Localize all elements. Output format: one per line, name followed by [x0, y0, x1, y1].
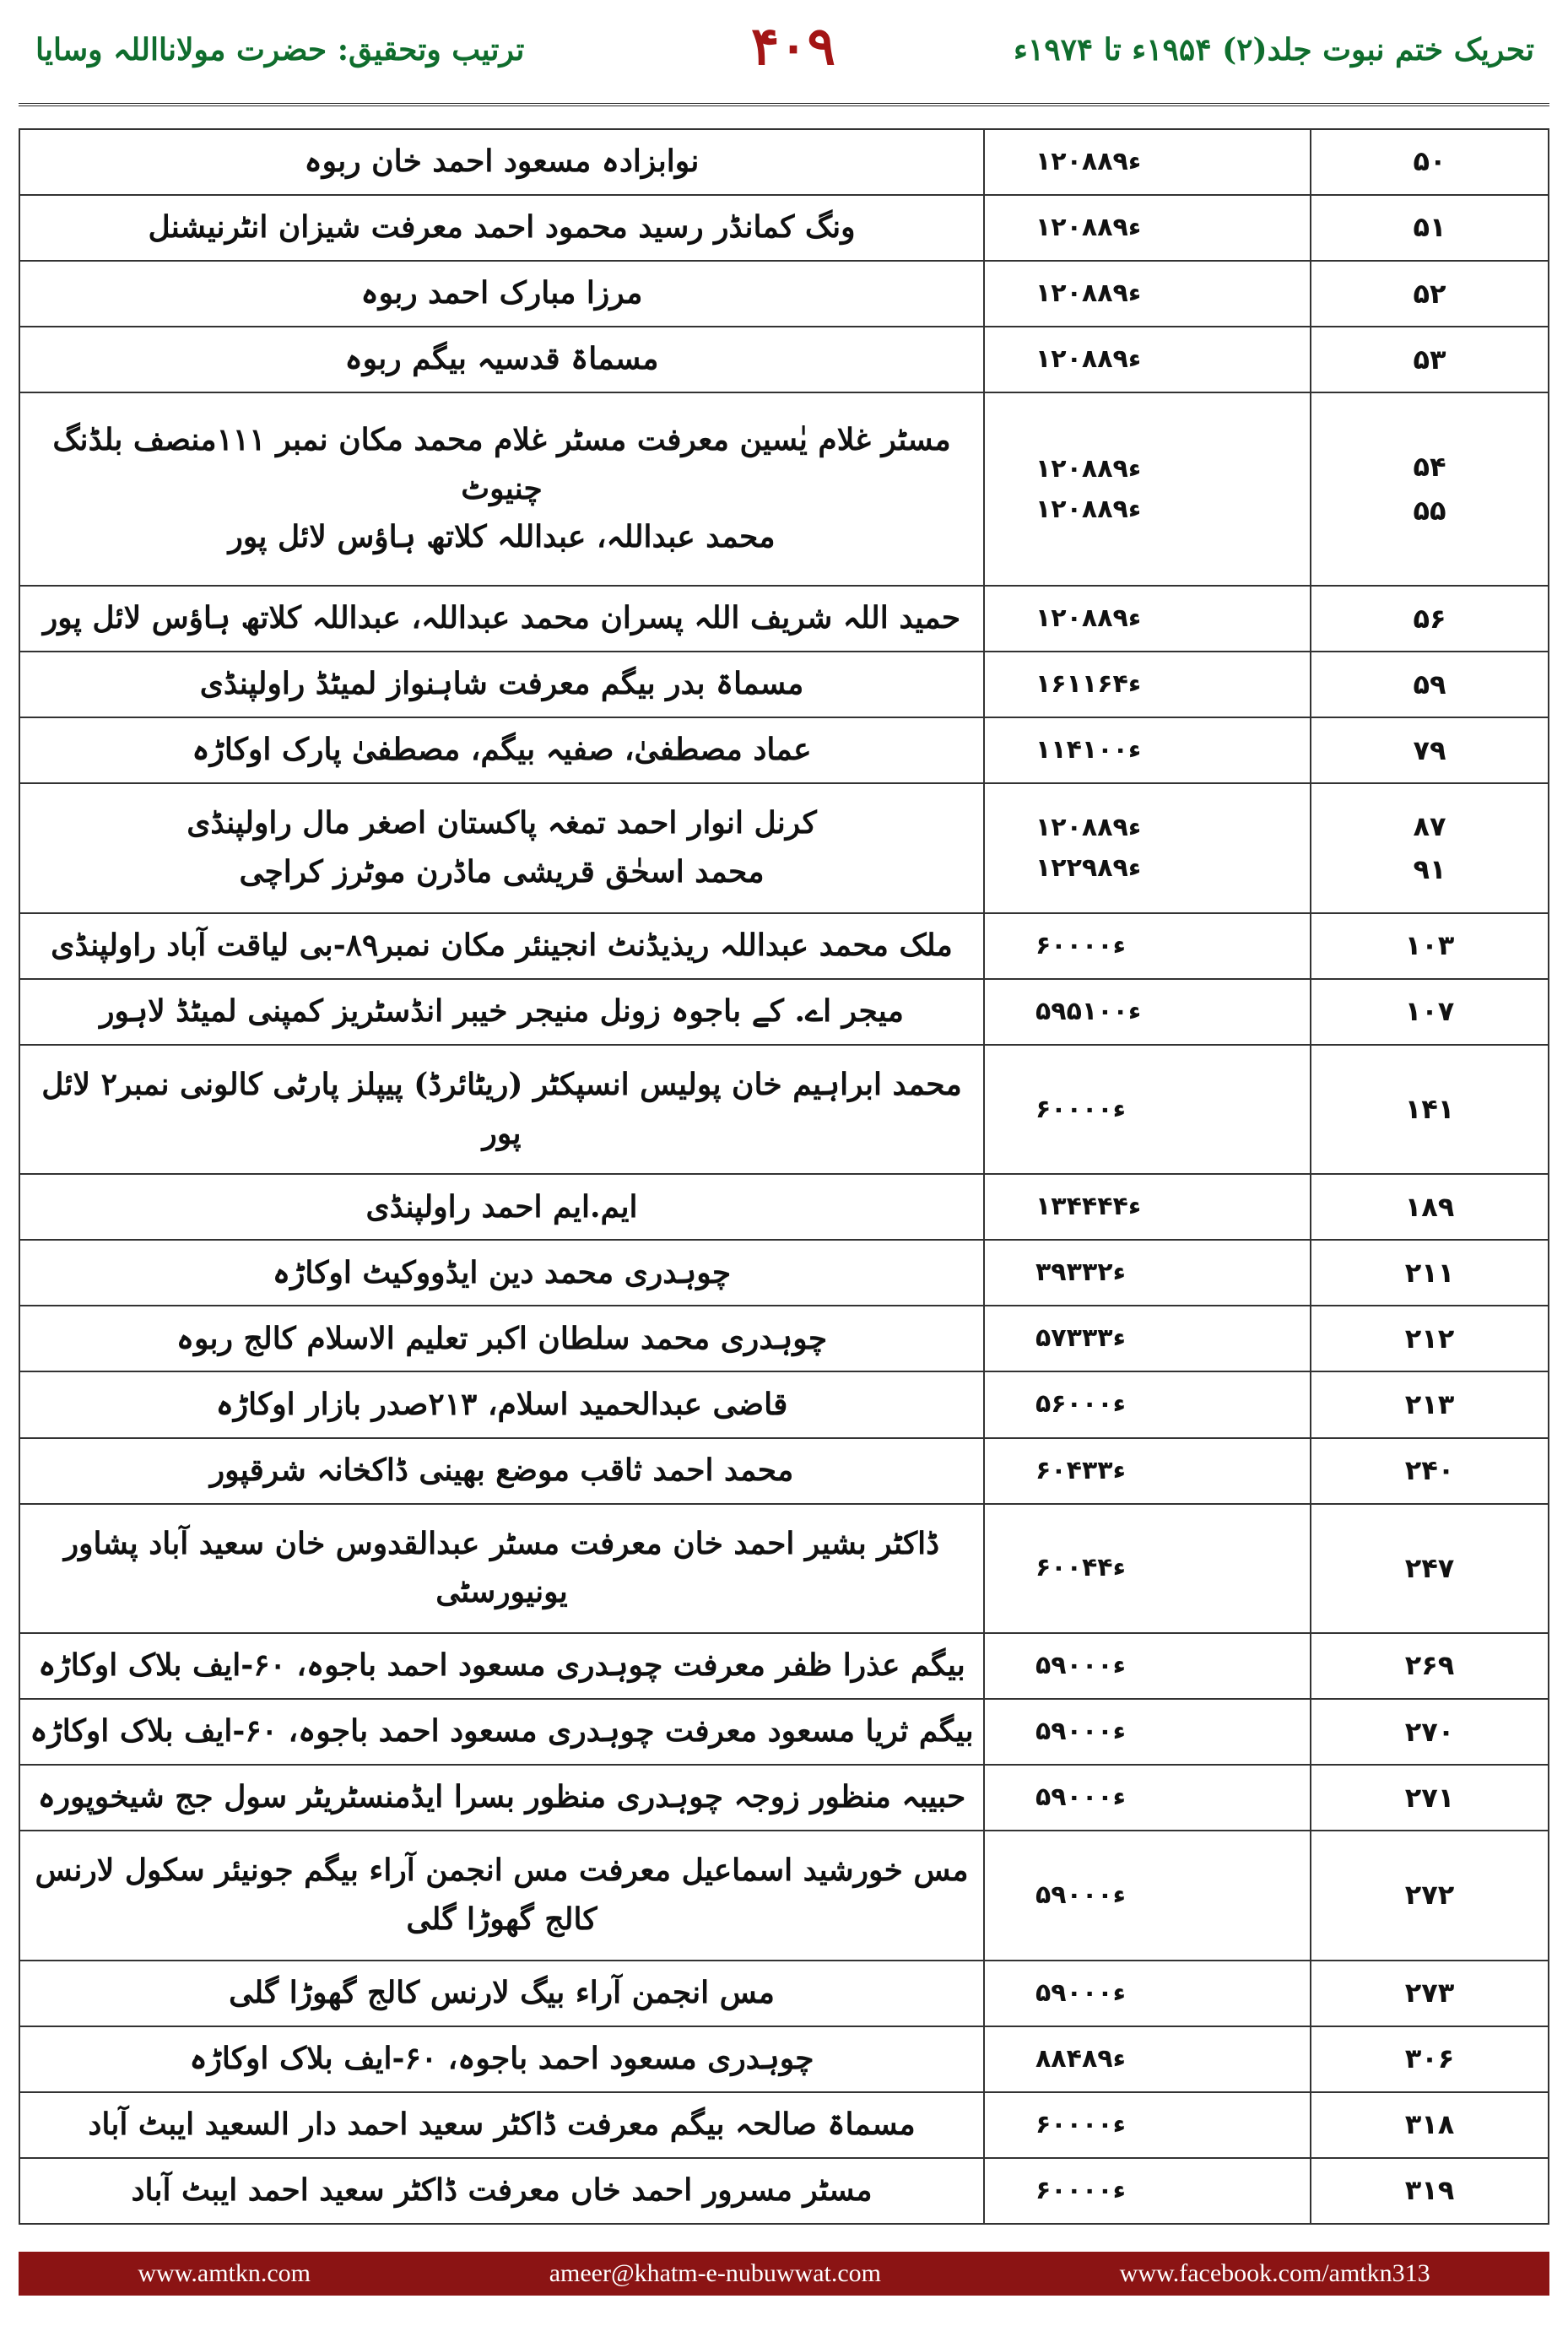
- year-value: ۰۰ء: [1081, 1717, 1126, 1747]
- serial-cell: [1311, 392, 1549, 586]
- book-title: تحریک ختم نبوت جلد(۲) ۱۹۵۴ء تا ۱۹۷۴ء: [1013, 32, 1534, 68]
- table-row: [19, 979, 1549, 1045]
- amount-value: ۱۲۰۸: [1035, 213, 1098, 243]
- name-text: قاضی عبدالحمید اسلام، ۲۱۳صدر بازار اوکاڑہ: [215, 1386, 788, 1422]
- year-value: ۴۴ء: [1081, 1553, 1126, 1583]
- name-cell: [19, 261, 984, 327]
- name-text: کرنل انوار احمد تمغہ پاکستان اصغر مال راولپنڈی: [187, 805, 817, 841]
- year-value: ۰۰ء: [1081, 2109, 1126, 2139]
- serial-cell: [1311, 783, 1549, 912]
- serial-number: ۵۵: [1413, 494, 1446, 527]
- serial-number: ۵۱: [1413, 211, 1446, 244]
- values-cell: [984, 1174, 1311, 1240]
- table-row: [19, 392, 1549, 586]
- table-row: [19, 1371, 1549, 1437]
- name-text: محمد عبداللہ، عبداللہ کلاتھ ہاؤس لائل پور: [228, 519, 776, 555]
- serial-cell: [1311, 717, 1549, 783]
- page-footer: [19, 2252, 1549, 2296]
- table-row: [19, 1504, 1549, 1633]
- serial-number: ۵۰: [1413, 145, 1446, 178]
- serial-cell: [1311, 1240, 1549, 1306]
- serial-cell: [1311, 2158, 1549, 2224]
- name-cell: [19, 1633, 984, 1699]
- serial-cell: [1311, 2026, 1549, 2092]
- serial-number: ۱۴۱: [1404, 1092, 1455, 1125]
- values-cell: [984, 1633, 1311, 1699]
- values-cell: [984, 327, 1311, 392]
- amount-value: ۵۹۵۱: [1035, 996, 1098, 1026]
- year-value: ۰۰ء: [1081, 1389, 1126, 1420]
- name-cell: [19, 392, 984, 586]
- name-cell: [19, 327, 984, 392]
- page-number: ۴۰۹: [751, 15, 835, 77]
- serial-cell: [1311, 1174, 1549, 1240]
- year-value: ۸۹ء: [1097, 453, 1142, 484]
- values-cell: [984, 1306, 1311, 1371]
- table-row: [19, 717, 1549, 783]
- year-value: ۰۰ء: [1081, 1977, 1126, 2008]
- year-value: ۰۰ء: [1081, 1880, 1126, 1910]
- year-value: ۰۰ء: [1097, 735, 1142, 765]
- table-row: [19, 1438, 1549, 1504]
- name-cell: [19, 1699, 984, 1765]
- email-link[interactable]: ameer@khatm-e-nubuwwat.com: [549, 2259, 881, 2287]
- amount-value: ۳۹۳: [1035, 1258, 1082, 1288]
- serial-cell: [1311, 1765, 1549, 1831]
- amount-value: ۱۶۱۱: [1035, 669, 1098, 700]
- table-row: [19, 1306, 1549, 1371]
- year-value: ۳۳ء: [1081, 1455, 1126, 1485]
- serial-cell: [1311, 129, 1549, 195]
- year-value: ۳۲ء: [1081, 1258, 1126, 1288]
- name-text: بیگم ثریا مسعود معرفت چوہدری مسعود احمد باجوہ، ۶۰-ایف بلاک اوکاڑہ: [30, 1713, 974, 1750]
- name-cell: [19, 2158, 984, 2224]
- year-value: ۰۰ء: [1081, 1782, 1126, 1813]
- serial-number: ۱۸۹: [1404, 1190, 1455, 1223]
- amount-value: ۶۰۰: [1035, 930, 1082, 960]
- name-cell: [19, 129, 984, 195]
- header-divider: [19, 103, 1549, 106]
- name-text: ڈاکٹر بشیر احمد خان معرفت مسٹر عبدالقدوس خان سعید آباد پشاور یونیورسٹی: [63, 1525, 940, 1610]
- name-cell: [19, 2092, 984, 2158]
- year-value: ۸۹ء: [1097, 852, 1142, 883]
- name-text: میجر اے. کے باجوہ زونل منیجر خیبر انڈسٹریز کمپنی لمیٹڈ لاہور: [100, 993, 904, 1029]
- serial-number: ۸۷: [1413, 809, 1446, 842]
- name-cell: [19, 1045, 984, 1174]
- values-cell: [984, 261, 1311, 327]
- table-row: [19, 1045, 1549, 1174]
- page-header: [0, 0, 1568, 105]
- serial-cell: [1311, 261, 1549, 327]
- table-row: [19, 195, 1549, 261]
- amount-value: ۵۹۰: [1035, 1717, 1082, 1747]
- serial-cell: [1311, 1961, 1549, 2026]
- year-value: ۰۰ء: [1097, 996, 1142, 1026]
- year-value: ۳۳ء: [1081, 1323, 1126, 1354]
- values-cell: [984, 652, 1311, 717]
- serial-number: ۲۱۲: [1404, 1322, 1455, 1355]
- table-row: [19, 2158, 1549, 2224]
- serial-cell: [1311, 1045, 1549, 1174]
- name-text: ایم.ایم احمد راولپنڈی: [365, 1188, 638, 1225]
- table-row: [19, 783, 1549, 912]
- values-cell: [984, 1699, 1311, 1765]
- amount-value: ۶۰۰: [1035, 2175, 1082, 2205]
- year-value: ۸۹ء: [1097, 603, 1142, 634]
- values-cell: [984, 1045, 1311, 1174]
- year-value: ۰۰ء: [1081, 1651, 1126, 1681]
- name-cell: [19, 1306, 984, 1371]
- name-cell: [19, 1961, 984, 2026]
- values-cell: [984, 2092, 1311, 2158]
- table-row: [19, 1831, 1549, 1960]
- serial-number: ۵۳: [1413, 343, 1446, 376]
- name-cell: [19, 913, 984, 979]
- values-cell: [984, 913, 1311, 979]
- amount-value: ۱۲۰۸: [1035, 344, 1098, 375]
- name-cell: [19, 1174, 984, 1240]
- serial-cell: [1311, 913, 1549, 979]
- values-cell: [984, 783, 1311, 912]
- name-text: نوابزادہ مسعود احمد خان ربوہ: [304, 143, 700, 180]
- year-value: ۸۹ء: [1097, 213, 1142, 243]
- serial-cell: [1311, 1699, 1549, 1765]
- serial-number: ۳۱۸: [1404, 2108, 1455, 2141]
- name-text: محمد احمد ثاقب موضع بھینی ڈاکخانہ شرقپور: [209, 1452, 794, 1488]
- serial-number: ۵۲: [1413, 277, 1446, 310]
- name-cell: [19, 1438, 984, 1504]
- year-value: ۸۹ء: [1081, 2043, 1126, 2074]
- amount-value: ۱۲۰۸: [1035, 603, 1098, 634]
- name-cell: [19, 652, 984, 717]
- serial-number: ۲۴۰: [1404, 1453, 1455, 1486]
- serial-number: ۵۴: [1413, 451, 1446, 484]
- serial-cell: [1311, 652, 1549, 717]
- values-cell: [984, 2026, 1311, 2092]
- name-text: چوہدری محمد دین ایڈووکیٹ اوکاڑہ: [272, 1254, 732, 1290]
- table-row: [19, 1765, 1549, 1831]
- serial-cell: [1311, 2092, 1549, 2158]
- name-cell: [19, 717, 984, 783]
- name-cell: [19, 783, 984, 912]
- year-value: ۰۰ء: [1081, 2175, 1126, 2205]
- serial-cell: [1311, 1371, 1549, 1437]
- name-text: مس انجمن آراء بیگ لارنس کالج گھوڑا گلی: [229, 1974, 775, 2010]
- name-text: مسماۃ قدسیہ بیگم ربوہ: [344, 341, 659, 377]
- serial-number: ۲۷۱: [1404, 1781, 1455, 1814]
- serial-cell: [1311, 1306, 1549, 1371]
- year-value: ۰۰ء: [1081, 1094, 1126, 1124]
- name-text: مسماۃ صالحہ بیگم معرفت ڈاکٹر سعید احمد دار السعید ایبٹ آباد: [88, 2106, 916, 2142]
- serial-number: ۱۰۳: [1404, 929, 1455, 962]
- table-row: [19, 1174, 1549, 1240]
- name-text: مرزا مبارک احمد ربوہ: [360, 275, 643, 311]
- name-text: حبیبہ منظور زوجہ چوہدری منظور بسرا ایڈمنسٹریٹر سول جج شیخوپورہ: [37, 1779, 966, 1815]
- name-cell: [19, 195, 984, 261]
- name-cell: [19, 979, 984, 1045]
- serial-cell: [1311, 1831, 1549, 1960]
- serial-cell: [1311, 979, 1549, 1045]
- table-row: [19, 913, 1549, 979]
- name-text: مسٹر غلام یٰسین معرفت مسٹر غلام محمد مکان نمبر ۱۱۱منصف بلڈنگ چنیوٹ: [52, 422, 951, 506]
- values-cell: [984, 1240, 1311, 1306]
- amount-value: ۱۲۰۸: [1035, 812, 1098, 842]
- serial-number: ۲۱۱: [1404, 1256, 1455, 1289]
- name-text: محمد اسحٰق قریشی ماڈرن موٹرز کراچی: [239, 853, 765, 890]
- name-cell: [19, 1765, 984, 1831]
- name-cell: [19, 1371, 984, 1437]
- year-value: ۴۴ء: [1097, 1192, 1142, 1222]
- serial-cell: [1311, 586, 1549, 652]
- amount-value: ۶۰۰: [1035, 2109, 1082, 2139]
- amount-value: ۵۹۰: [1035, 1977, 1082, 2008]
- name-text: ملک محمد عبداللہ ریذیڈنٹ انجینئر مکان نمبر۸۹-بی لیاقت آباد راولپنڈی: [51, 927, 953, 963]
- name-cell: [19, 1831, 984, 1960]
- name-cell: [19, 586, 984, 652]
- table-row: [19, 327, 1549, 392]
- serial-cell: [1311, 327, 1549, 392]
- serial-cell: [1311, 1633, 1549, 1699]
- name-text: عماد مصطفیٰ، صفیہ بیگم، مصطفیٰ پارک اوکاڑہ: [192, 732, 812, 768]
- year-value: ۰۰ء: [1081, 930, 1126, 960]
- name-cell: [19, 1504, 984, 1633]
- website-link[interactable]: www.amtkn.com: [138, 2259, 311, 2287]
- name-text: مسماۃ بدر بیگم معرفت شاہنواز لمیٹڈ راولپنڈی: [199, 666, 804, 702]
- table-row: [19, 1961, 1549, 2026]
- amount-value: ۶۰۰: [1035, 1094, 1082, 1124]
- name-cell: [19, 1240, 984, 1306]
- name-text: حمید اللہ شریف اللہ پسران محمد عبداللہ، عبداللہ کلاتھ ہاؤس لائل پور: [42, 600, 961, 636]
- amount-value: ۵۹۰: [1035, 1782, 1082, 1813]
- serial-number: ۲۴۷: [1404, 1551, 1455, 1584]
- serial-number: ۲۶۹: [1404, 1649, 1455, 1682]
- serial-number: ۹۱: [1413, 852, 1446, 885]
- amount-value: ۵۹۰: [1035, 1651, 1082, 1681]
- year-value: ۸۹ء: [1097, 279, 1142, 309]
- table-row: [19, 652, 1549, 717]
- serial-number: ۲۷۰: [1404, 1715, 1455, 1748]
- year-value: ۸۹ء: [1097, 812, 1142, 842]
- records-table: [19, 128, 1549, 2225]
- values-cell: [984, 717, 1311, 783]
- amount-value: ۱۲۲۹: [1035, 852, 1098, 883]
- values-cell: [984, 392, 1311, 586]
- name-text: چوہدری محمد سلطان اکبر تعلیم الاسلام کالج ربوہ: [176, 1320, 828, 1356]
- table-row: [19, 261, 1549, 327]
- amount-value: ۱۲۰۸: [1035, 494, 1098, 524]
- serial-number: ۲۱۳: [1404, 1387, 1455, 1420]
- table-row: [19, 1699, 1549, 1765]
- amount-value: ۶۰۴: [1035, 1455, 1082, 1485]
- amount-value: ۶۰۰: [1035, 1553, 1082, 1583]
- serial-number: ۵۹: [1413, 668, 1446, 700]
- serial-number: ۵۶: [1413, 602, 1446, 635]
- amount-value: ۱۲۰۸: [1035, 453, 1098, 484]
- serial-number: ۱۰۷: [1404, 995, 1455, 1028]
- values-cell: [984, 586, 1311, 652]
- name-cell: [19, 2026, 984, 2092]
- values-cell: [984, 1765, 1311, 1831]
- amount-value: ۱۳۴۴: [1035, 1192, 1098, 1222]
- values-cell: [984, 1961, 1311, 2026]
- values-cell: [984, 129, 1311, 195]
- name-text: بیگم عذرا ظفر معرفت چوہدری مسعود احمد باجوہ، ۶۰-ایف بلاک اوکاڑہ: [38, 1647, 965, 1684]
- serial-cell: [1311, 1504, 1549, 1633]
- serial-cell: [1311, 195, 1549, 261]
- serial-number: ۲۷۲: [1404, 1879, 1455, 1912]
- facebook-link[interactable]: www.facebook.com/amtkn313: [1119, 2259, 1430, 2287]
- amount-value: ۱۲۰۸: [1035, 279, 1098, 309]
- year-value: ۸۹ء: [1097, 147, 1142, 177]
- serial-cell: [1311, 1438, 1549, 1504]
- year-value: ۸۹ء: [1097, 494, 1142, 524]
- serial-number: ۲۷۳: [1404, 1977, 1455, 2009]
- year-value: ۸۹ء: [1097, 344, 1142, 375]
- name-text: چوہدری مسعود احمد باجوہ، ۶۰-ایف بلاک اوکاڑہ: [189, 2040, 814, 2076]
- amount-value: ۱۲۰۸: [1035, 147, 1098, 177]
- name-text: مس خورشید اسماعیل معرفت مس انجمن آراء بیگم جونیئر سکول لارنس کالج گھوڑا گلی: [35, 1853, 969, 1937]
- serial-number: ۳۰۶: [1404, 2042, 1455, 2075]
- table-row: [19, 2092, 1549, 2158]
- amount-value: ۸۸۴: [1035, 2043, 1082, 2074]
- table-row: [19, 129, 1549, 195]
- table-row: [19, 2026, 1549, 2092]
- values-cell: [984, 2158, 1311, 2224]
- table-row: [19, 1240, 1549, 1306]
- values-cell: [984, 1371, 1311, 1437]
- amount-value: ۵۶۰: [1035, 1389, 1082, 1420]
- values-cell: [984, 1438, 1311, 1504]
- year-value: ۶۴ء: [1097, 669, 1142, 700]
- table-row: [19, 1633, 1549, 1699]
- values-cell: [984, 1504, 1311, 1633]
- table-row: [19, 586, 1549, 652]
- serial-number: ۳۱۹: [1404, 2174, 1455, 2207]
- name-text: مسٹر مسرور احمد خاں معرفت ڈاکٹر سعید احمد ایبٹ آباد: [131, 2172, 873, 2209]
- amount-value: ۱۱۴۱: [1035, 735, 1098, 765]
- values-cell: [984, 195, 1311, 261]
- amount-value: ۵۷۳: [1035, 1323, 1082, 1354]
- values-cell: [984, 1831, 1311, 1960]
- name-text: ونگ کمانڈر رسید محمود احمد معرفت شیزان انٹرنیشنل: [148, 209, 856, 246]
- name-text: محمد ابراہیم خان پولیس انسپکٹر (ریٹائرڈ) پیپلز پارٹی کالونی نمبر۲ لائل پور: [41, 1066, 962, 1151]
- compiler-credit: ترتیب وتحقیق: حضرت مولانااللہ وسایا: [35, 32, 525, 68]
- amount-value: ۵۹۰: [1035, 1880, 1082, 1910]
- values-cell: [984, 979, 1311, 1045]
- serial-number: ۷۹: [1413, 733, 1446, 766]
